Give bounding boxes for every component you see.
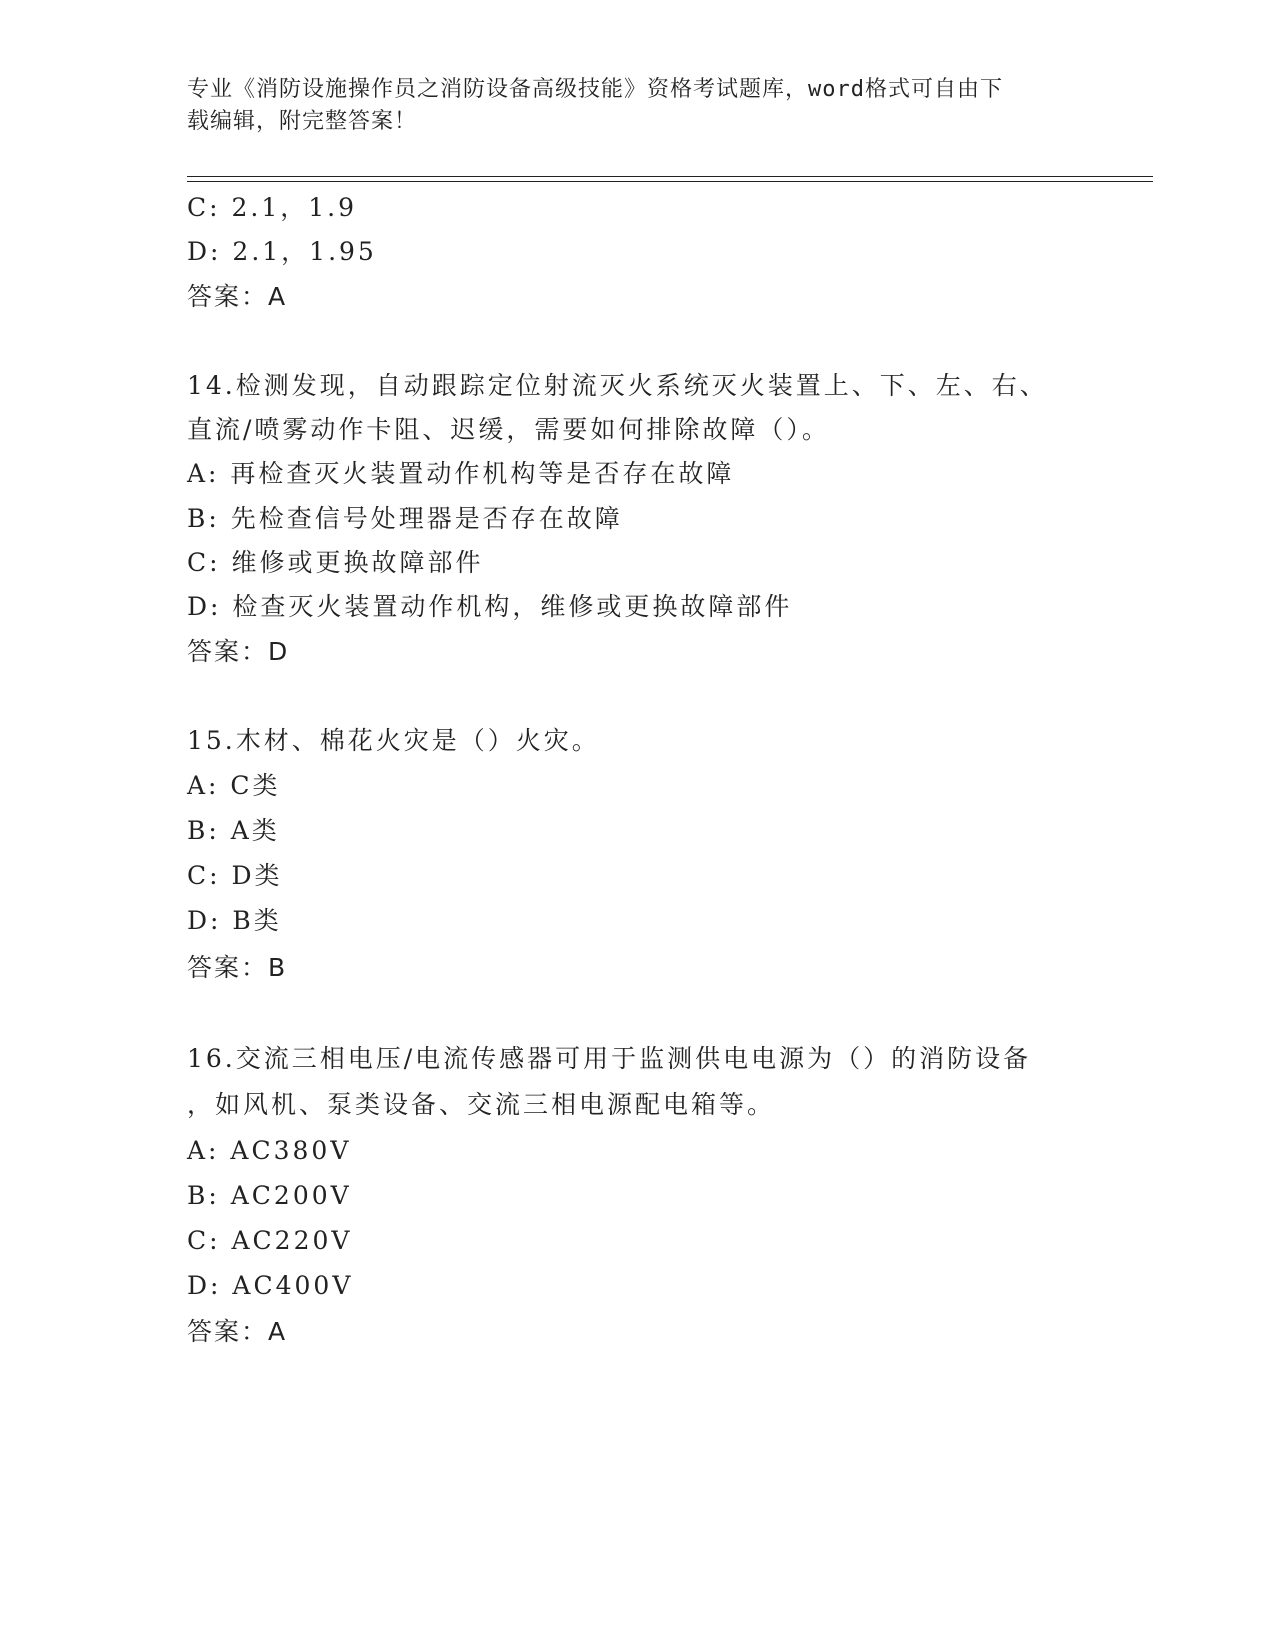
answer-line: 答案：A (187, 282, 288, 311)
option-c: C: 2.1，1.9 (187, 193, 358, 222)
question-16-option-d: D: AC400V (187, 1271, 354, 1300)
header-line-2: 载编辑，附完整答案！ (187, 109, 418, 134)
question-14-stem-line-2: 直流/喷雾动作卡阻、迟缓，需要如何排除故障（）。 (187, 415, 830, 444)
page-header (187, 74, 1067, 138)
question-16-answer: 答案：A (187, 1317, 288, 1346)
question-14-option-c: C: 维修或更换故障部件 (187, 548, 484, 577)
question-14-option-d: D: 检查灭火装置动作机构，维修或更换故障部件 (187, 592, 793, 621)
question-15-answer: 答案：B (187, 953, 288, 982)
question-14-option-b: B: 先检查信号处理器是否存在故障 (187, 504, 623, 533)
question-15-stem-line-1: 15.木材、棉花火灾是（）火灾。 (187, 726, 600, 755)
question-15-option-d: D: B类 (187, 906, 282, 935)
question-16-option-c: C: AC220V (187, 1226, 353, 1255)
header-line-1: 专业《消防设施操作员之消防设备高级技能》资格考试题库，word格式可自由下 (187, 77, 1003, 102)
header-divider-top (187, 176, 1153, 177)
question-15-option-a: A: C类 (187, 771, 281, 800)
question-16-option-a: A: AC380V (187, 1136, 352, 1165)
question-14-stem-line-1: 14.检测发现，自动跟踪定位射流灭火系统灭火装置上、下、左、右、 (187, 371, 1048, 400)
question-16-stem-line-1: 16.交流三相电压/电流传感器可用于监测供电电源为（）的消防设备 (187, 1044, 1032, 1073)
header-divider-bottom (187, 181, 1153, 182)
question-14-option-a: A: 再检查灭火装置动作机构等是否存在故障 (187, 459, 735, 488)
question-16-option-b: B: AC200V (187, 1181, 352, 1210)
option-d: D: 2.1，1.95 (187, 237, 377, 266)
question-14-answer: 答案：D (187, 637, 290, 666)
question-16-stem-line-2: ，如风机、泵类设备、交流三相电源配电箱等。 (187, 1090, 776, 1119)
question-15-option-b: B: A类 (187, 816, 280, 845)
question-15-option-c: C: D类 (187, 861, 283, 890)
